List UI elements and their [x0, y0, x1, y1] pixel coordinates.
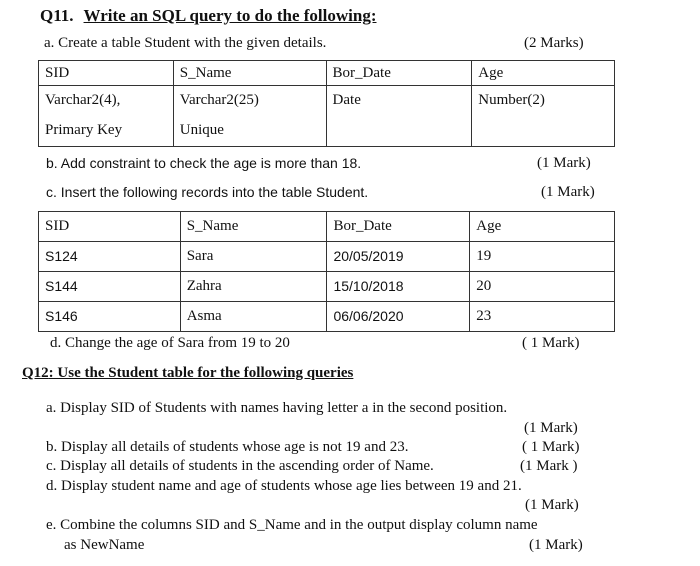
q11-d-marks: ( 1 Mark) [522, 335, 580, 351]
header-sid: SID [39, 212, 181, 242]
cell-sid: S124 [39, 242, 181, 272]
header-bor-date: Bor_Date [326, 61, 472, 86]
header-sid: SID [39, 61, 174, 86]
cell-bor-date: 15/10/2018 [327, 272, 470, 302]
header-age: Age [470, 212, 615, 242]
q12-heading [22, 365, 353, 382]
q12-number: Q12 [22, 365, 49, 381]
cell-sname: Sara [180, 242, 327, 272]
q11-c-marks: (1 Mark) [541, 184, 595, 200]
age-type: Number(2) [478, 92, 545, 108]
cell-sid: S144 [39, 272, 181, 302]
sid-type: Varchar2(4), [45, 92, 121, 108]
sname-type: Varchar2(25) [179, 92, 259, 108]
q12-d-text: d. Display student name and age of students whose age lies between 19 and 21. [46, 478, 522, 494]
q12-d-marks: (1 Mark) [525, 497, 579, 513]
table-row [39, 86, 615, 147]
sname-key: Unique [179, 122, 224, 138]
cell-sname: Zahra [180, 272, 327, 302]
table-header-row [39, 61, 615, 86]
q11-b-marks: (1 Mark) [537, 155, 591, 171]
cell-bor-date: 20/05/2019 [327, 242, 470, 272]
q12-c-text: c. Display all details of students in the ascending order of Name. [46, 458, 434, 474]
q12-a-text: a. Display SID of Students with names having letter a in the second position. [46, 400, 508, 416]
table-row [39, 242, 615, 272]
q12-b-marks: ( 1 Mark) [522, 439, 580, 455]
q11-heading [40, 6, 377, 26]
cell-age: 20 [470, 272, 615, 302]
cell-bor-date: 06/06/2020 [327, 302, 470, 332]
table-row [39, 302, 615, 332]
q11-c-text: c. Insert the following records into the table Student. [46, 184, 369, 200]
q12-title: : Use the Student table for the following queries [48, 365, 354, 381]
q12-b-text: b. Display all details of students whose age is not 19 and 23. [46, 439, 409, 455]
q11-a-marks: (2 Marks) [524, 35, 584, 51]
sid-key: Primary Key [45, 122, 123, 138]
header-bor-date: Bor_Date [327, 212, 470, 242]
header-sname: S_Name [173, 61, 326, 86]
cell-age: 23 [470, 302, 615, 332]
table-row [39, 272, 615, 302]
sname-spec-cell [173, 86, 326, 147]
cell-sname: Asma [180, 302, 327, 332]
q11-number: Q11. [40, 6, 74, 25]
q11-b-text: b. Add constraint to check the age is more than 18. [46, 155, 362, 171]
cell-age: 19 [470, 242, 615, 272]
q12-e-text: e. Combine the columns SID and S_Name and in the output display column name [46, 517, 538, 533]
q12-c-marks: (1 Mark ) [520, 458, 578, 474]
student-schema-table [38, 60, 615, 147]
q12-e-text-continued: as NewName [64, 537, 145, 553]
q11-d-text: d. Change the age of Sara from 19 to 20 [50, 335, 290, 351]
q12-e-marks: (1 Mark) [529, 537, 583, 553]
student-records-table [38, 211, 615, 332]
header-sname: S_Name [180, 212, 327, 242]
cell-sid: S146 [39, 302, 181, 332]
age-spec-cell [472, 86, 615, 147]
bor-type: Date [332, 92, 361, 108]
q12-a-marks: (1 Mark) [524, 420, 578, 436]
q11-a-text: a. Create a table Student with the given details. [44, 35, 327, 51]
header-age: Age [472, 61, 615, 86]
table-header-row [39, 212, 615, 242]
bor-spec-cell [326, 86, 472, 147]
sid-spec-cell [39, 86, 174, 147]
q11-title: Write an SQL query to do the following: [83, 6, 377, 25]
